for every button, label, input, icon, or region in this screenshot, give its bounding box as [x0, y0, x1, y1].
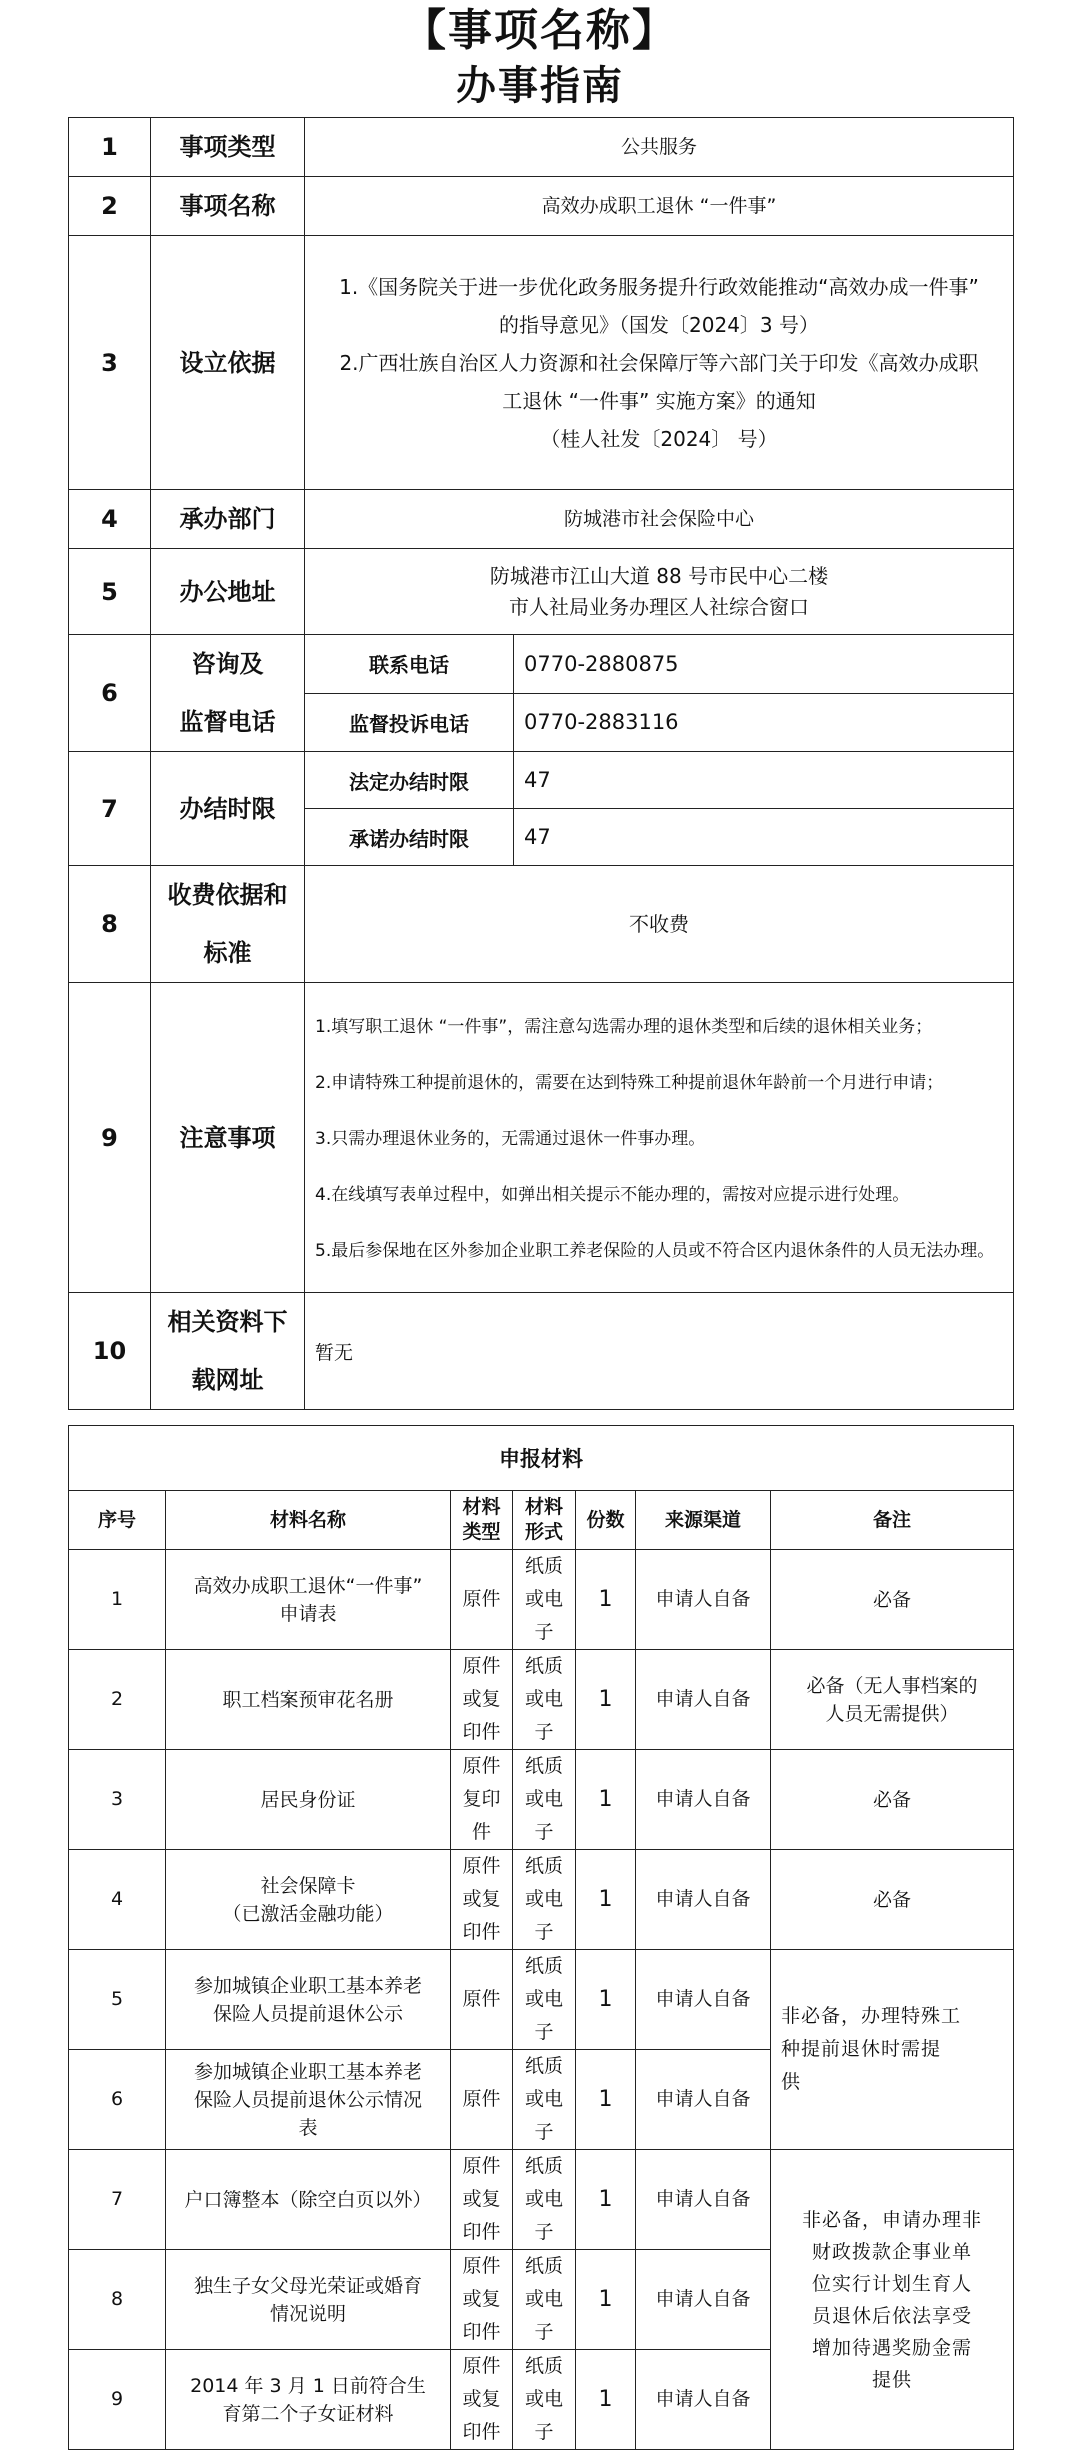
- material-form: [513, 2250, 576, 2350]
- material-form: [513, 1850, 576, 1950]
- form-line: 或电: [524, 1688, 563, 1710]
- contact-phone-value: 0770-2880875: [514, 635, 1014, 694]
- note-item: 1.填写职工退休 “一件事”，需注意勾选需办理的退休类型和后续的退休相关业务；: [315, 1016, 933, 1037]
- materials-caption: 申报材料: [69, 1426, 1014, 1491]
- type-line: 或复: [462, 2188, 501, 2210]
- remark-line: 供: [781, 2071, 802, 2093]
- label-line: 载网址: [191, 1366, 264, 1394]
- form-line: 纸质: [524, 1755, 563, 1777]
- item-type-value: 公共服务: [305, 118, 1014, 177]
- material-name: [166, 2350, 451, 2450]
- promised-time-label: 承诺办结时限: [305, 809, 514, 866]
- form-line: 子: [534, 2221, 554, 2243]
- guide-table: [68, 117, 1014, 1410]
- table-row: [69, 1750, 1014, 1850]
- header-name: 材料名称: [166, 1491, 451, 1550]
- basis-line: 工退休 “一件事” 实施方案》的通知: [502, 388, 816, 413]
- form-line: 或电: [524, 1788, 563, 1810]
- basis-line: 2.广西壮族自治区人力资源和社会保障厅等六部门关于印发《高效办成职: [339, 350, 979, 375]
- material-source: 申请人自备: [636, 1550, 771, 1650]
- guide-row: [69, 549, 1014, 635]
- material-form: [513, 2350, 576, 2450]
- material-name: 居民身份证: [166, 1750, 451, 1850]
- label-line: 标准: [203, 939, 252, 967]
- row-label: 承办部门: [151, 490, 305, 549]
- form-line: 子: [534, 2021, 554, 2043]
- type-line: 印件: [462, 1921, 501, 1943]
- form-line: 纸质: [524, 1855, 563, 1877]
- label-line: 相关资料下: [167, 1308, 288, 1336]
- material-type: [451, 1850, 513, 1950]
- form-line: 或电: [524, 1888, 563, 1910]
- material-remark-merged: [771, 1950, 1014, 2150]
- type-line: 原件: [462, 1855, 501, 1877]
- form-line: 或电: [524, 1988, 563, 2010]
- materials-header-row: [69, 1491, 1014, 1550]
- material-type: [451, 1750, 513, 1850]
- address-line: 市人社局业务办理区人社综合窗口: [509, 594, 809, 619]
- material-no: 9: [69, 2350, 166, 2450]
- fee-value: 不收费: [305, 866, 1014, 983]
- material-source: 申请人自备: [636, 1850, 771, 1950]
- type-line: 原件: [462, 1655, 501, 1677]
- download-url-value: 暂无: [305, 1293, 1014, 1410]
- material-name: [166, 2250, 451, 2350]
- material-form: [513, 1650, 576, 1750]
- header-line: 形式: [524, 1521, 563, 1543]
- type-line: 印件: [462, 2321, 501, 2343]
- form-line: 子: [534, 2121, 554, 2143]
- form-line: 子: [534, 1721, 554, 1743]
- name-line: 保险人员提前退休公示: [212, 2002, 403, 2025]
- name-line: 参加城镇企业职工基本养老: [193, 2060, 422, 2083]
- material-copies: 1: [576, 2350, 636, 2450]
- type-line: 复印: [462, 1788, 501, 1810]
- material-form: [513, 2050, 576, 2150]
- name-line: 社会保障卡: [260, 1874, 356, 1897]
- material-source: 申请人自备: [636, 2050, 771, 2150]
- row-number: 9: [69, 983, 151, 1293]
- legal-time-value: 47: [514, 752, 1014, 809]
- material-remark-merged: [771, 2150, 1014, 2450]
- material-source: 申请人自备: [636, 1750, 771, 1850]
- name-line: （已激活金融功能）: [222, 1902, 394, 1925]
- name-line: 保险人员提前退休公示情况: [193, 2088, 422, 2111]
- form-line: 纸质: [524, 1955, 563, 1977]
- material-copies: 1: [576, 1750, 636, 1850]
- complaint-phone-label: 监督投诉电话: [305, 693, 514, 752]
- name-line: 情况说明: [269, 2302, 346, 2325]
- row-label: 设立依据: [151, 236, 305, 490]
- material-form: [513, 2150, 576, 2250]
- material-source: 申请人自备: [636, 2250, 771, 2350]
- form-line: 子: [534, 1621, 554, 1643]
- material-source: 申请人自备: [636, 2150, 771, 2250]
- row-number: 1: [69, 118, 151, 177]
- material-copies: 1: [576, 1550, 636, 1650]
- header-type: [451, 1491, 513, 1550]
- document-subtitle: 办事指南: [456, 63, 624, 109]
- form-line: 或电: [524, 1588, 563, 1610]
- material-name: 职工档案预审花名册: [166, 1650, 451, 1750]
- note-item: 2.申请特殊工种提前退休的，需要在达到特殊工种提前退休年龄前一个月进行申请；: [315, 1072, 944, 1093]
- material-form: [513, 1750, 576, 1850]
- material-no: 6: [69, 2050, 166, 2150]
- material-no: 5: [69, 1950, 166, 2050]
- note-item: 5.最后参保地在区外参加企业职工养老保险的人员或不符合区内退休条件的人员无法办理。: [315, 1240, 995, 1261]
- guide-row: [69, 752, 1014, 809]
- table-row: [69, 1650, 1014, 1750]
- material-type: [451, 2250, 513, 2350]
- remark-line: 员退休后依法享受: [812, 2304, 973, 2327]
- type-line: 件: [471, 1821, 491, 1843]
- row-label: 事项类型: [151, 118, 305, 177]
- material-type: [451, 1650, 513, 1750]
- row-number: 3: [69, 236, 151, 490]
- label-line: 收费依据和: [167, 881, 288, 909]
- basis-line: （桂人社发〔2024〕 号）: [540, 426, 778, 451]
- basis-line: 的指导意见》（国发〔2024〕3 号）: [499, 312, 819, 337]
- form-line: 子: [534, 1821, 554, 1843]
- row-number: 6: [69, 635, 151, 752]
- item-name-value: 高效办成职工退休 “一件事”: [305, 177, 1014, 236]
- name-line: 育第二个子女证材料: [222, 2402, 394, 2425]
- promised-time-value: 47: [514, 809, 1014, 866]
- material-copies: 1: [576, 1650, 636, 1750]
- type-line: 印件: [462, 1721, 501, 1743]
- row-label: 注意事项: [151, 983, 305, 1293]
- form-line: 纸质: [524, 1555, 563, 1577]
- form-line: 纸质: [524, 2255, 563, 2277]
- remark-line: 位实行计划生育人: [812, 2272, 973, 2295]
- remark-line: 非必备，办理特殊工: [781, 2005, 962, 2027]
- material-remark: [771, 1650, 1014, 1750]
- materials-caption-row: [69, 1426, 1014, 1491]
- material-type: 原件: [451, 1550, 513, 1650]
- material-name: [166, 1550, 451, 1650]
- type-line: 或复: [462, 1688, 501, 1710]
- header-no: 序号: [69, 1491, 166, 1550]
- material-copies: 1: [576, 2050, 636, 2150]
- material-copies: 1: [576, 2150, 636, 2250]
- notes-list: [305, 983, 1014, 1293]
- material-no: 7: [69, 2150, 166, 2250]
- row-label: [151, 866, 305, 983]
- department-value: 防城港市社会保险中心: [305, 490, 1014, 549]
- material-source: 申请人自备: [636, 2350, 771, 2450]
- header-source: 来源渠道: [636, 1491, 771, 1550]
- form-line: 纸质: [524, 2055, 563, 2077]
- material-no: 4: [69, 1850, 166, 1950]
- type-line: 印件: [462, 2421, 501, 2443]
- material-type: 原件: [451, 2050, 513, 2150]
- form-line: 或电: [524, 2388, 563, 2410]
- remark-line: 财政拨款企事业单: [812, 2240, 973, 2263]
- guide-row: [69, 635, 1014, 694]
- form-line: 子: [534, 1921, 554, 1943]
- remark-line: 增加待遇奖励金需: [812, 2336, 973, 2359]
- type-line: 原件: [462, 2155, 501, 2177]
- form-line: 纸质: [524, 2355, 563, 2377]
- remark-line: 必备（无人事档案的: [806, 1674, 978, 1697]
- type-line: 印件: [462, 2221, 501, 2243]
- row-label: 办结时限: [151, 752, 305, 866]
- type-line: 或复: [462, 2388, 501, 2410]
- form-line: 子: [534, 2421, 554, 2443]
- material-source: 申请人自备: [636, 1650, 771, 1750]
- row-number: 5: [69, 549, 151, 635]
- material-source: 申请人自备: [636, 1950, 771, 2050]
- row-number: 4: [69, 490, 151, 549]
- table-row: [69, 1950, 1014, 2050]
- legal-time-label: 法定办结时限: [305, 752, 514, 809]
- material-name: [166, 2050, 451, 2150]
- material-no: 2: [69, 1650, 166, 1750]
- material-type: [451, 2350, 513, 2450]
- table-row: [69, 2150, 1014, 2250]
- name-line: 独生子女父母光荣证或婚育: [193, 2274, 422, 2297]
- material-no: 1: [69, 1550, 166, 1650]
- legal-basis: [305, 236, 1014, 490]
- material-no: 8: [69, 2250, 166, 2350]
- name-line: 申请表: [279, 1602, 337, 1625]
- form-line: 纸质: [524, 1655, 563, 1677]
- guide-row: [69, 866, 1014, 983]
- type-line: 原件: [462, 2355, 501, 2377]
- header-remark: 备注: [771, 1491, 1014, 1550]
- material-name: [166, 1950, 451, 2050]
- document-title: 【事项名称】: [402, 5, 678, 56]
- note-item: 3.只需办理退休业务的，无需通过退休一件事办理。: [315, 1128, 706, 1149]
- guide-row: [69, 1293, 1014, 1410]
- material-name: [166, 1850, 451, 1950]
- form-line: 纸质: [524, 2155, 563, 2177]
- name-line: 参加城镇企业职工基本养老: [193, 1974, 422, 1997]
- material-remark: 必备: [771, 1750, 1014, 1850]
- label-line: 监督电话: [179, 708, 276, 736]
- complaint-phone-value: 0770-2883116: [514, 693, 1014, 752]
- note-item: 4.在线填写表单过程中，如弹出相关提示不能办理的，需按对应提示进行处理。: [315, 1184, 910, 1205]
- form-line: 子: [534, 2321, 554, 2343]
- remark-line: 非必备，申请办理非: [802, 2208, 983, 2231]
- label-line: 咨询及: [191, 650, 264, 678]
- type-line: 原件: [462, 1755, 501, 1777]
- material-remark: 必备: [771, 1850, 1014, 1950]
- material-copies: 1: [576, 2250, 636, 2350]
- material-no: 3: [69, 1750, 166, 1850]
- remark-line: 种提前退休时需提: [781, 2038, 942, 2060]
- name-line: 高效办成职工退休“一件事”: [193, 1574, 423, 1597]
- header-line: 材料: [462, 1496, 501, 1518]
- materials-table: [68, 1425, 1014, 2450]
- type-line: 或复: [462, 1888, 501, 1910]
- guide-row: [69, 983, 1014, 1293]
- type-line: 原件: [462, 2255, 501, 2277]
- office-address: [305, 549, 1014, 635]
- row-number: 7: [69, 752, 151, 866]
- name-line: 2014 年 3 月 1 日前符合生: [190, 2374, 426, 2397]
- address-line: 防城港市江山大道 88 号市民中心二楼: [489, 563, 829, 588]
- row-label: 事项名称: [151, 177, 305, 236]
- remark-line: 提供: [872, 2368, 913, 2391]
- form-line: 或电: [524, 2088, 563, 2110]
- header-form: [513, 1491, 576, 1550]
- material-form: [513, 1550, 576, 1650]
- row-label: 办公地址: [151, 549, 305, 635]
- material-type: 原件: [451, 1950, 513, 2050]
- row-label: [151, 635, 305, 752]
- header-line: 材料: [524, 1496, 563, 1518]
- table-row: [69, 1850, 1014, 1950]
- row-number: 2: [69, 177, 151, 236]
- material-remark: 必备: [771, 1550, 1014, 1650]
- type-line: 或复: [462, 2288, 501, 2310]
- material-type: [451, 2150, 513, 2250]
- basis-line: 1.《国务院关于进一步优化政务服务提升行政效能推动“高效办成一件事”: [339, 274, 979, 299]
- guide-row: [69, 490, 1014, 549]
- material-copies: 1: [576, 1850, 636, 1950]
- material-copies: 1: [576, 1950, 636, 2050]
- header-copies: 份数: [576, 1491, 636, 1550]
- header-line: 类型: [462, 1521, 501, 1543]
- remark-line: 人员无需提供）: [825, 1702, 959, 1725]
- guide-row: [69, 118, 1014, 177]
- material-name: 户口簿整本（除空白页以外）: [166, 2150, 451, 2250]
- name-line: 表: [298, 2116, 318, 2139]
- row-number: 8: [69, 866, 151, 983]
- row-label: [151, 1293, 305, 1410]
- material-form: [513, 1950, 576, 2050]
- form-line: 或电: [524, 2288, 563, 2310]
- guide-row: [69, 177, 1014, 236]
- form-line: 或电: [524, 2188, 563, 2210]
- guide-row: [69, 236, 1014, 490]
- row-number: 10: [69, 1293, 151, 1410]
- contact-phone-label: 联系电话: [305, 635, 514, 694]
- table-row: [69, 1550, 1014, 1650]
